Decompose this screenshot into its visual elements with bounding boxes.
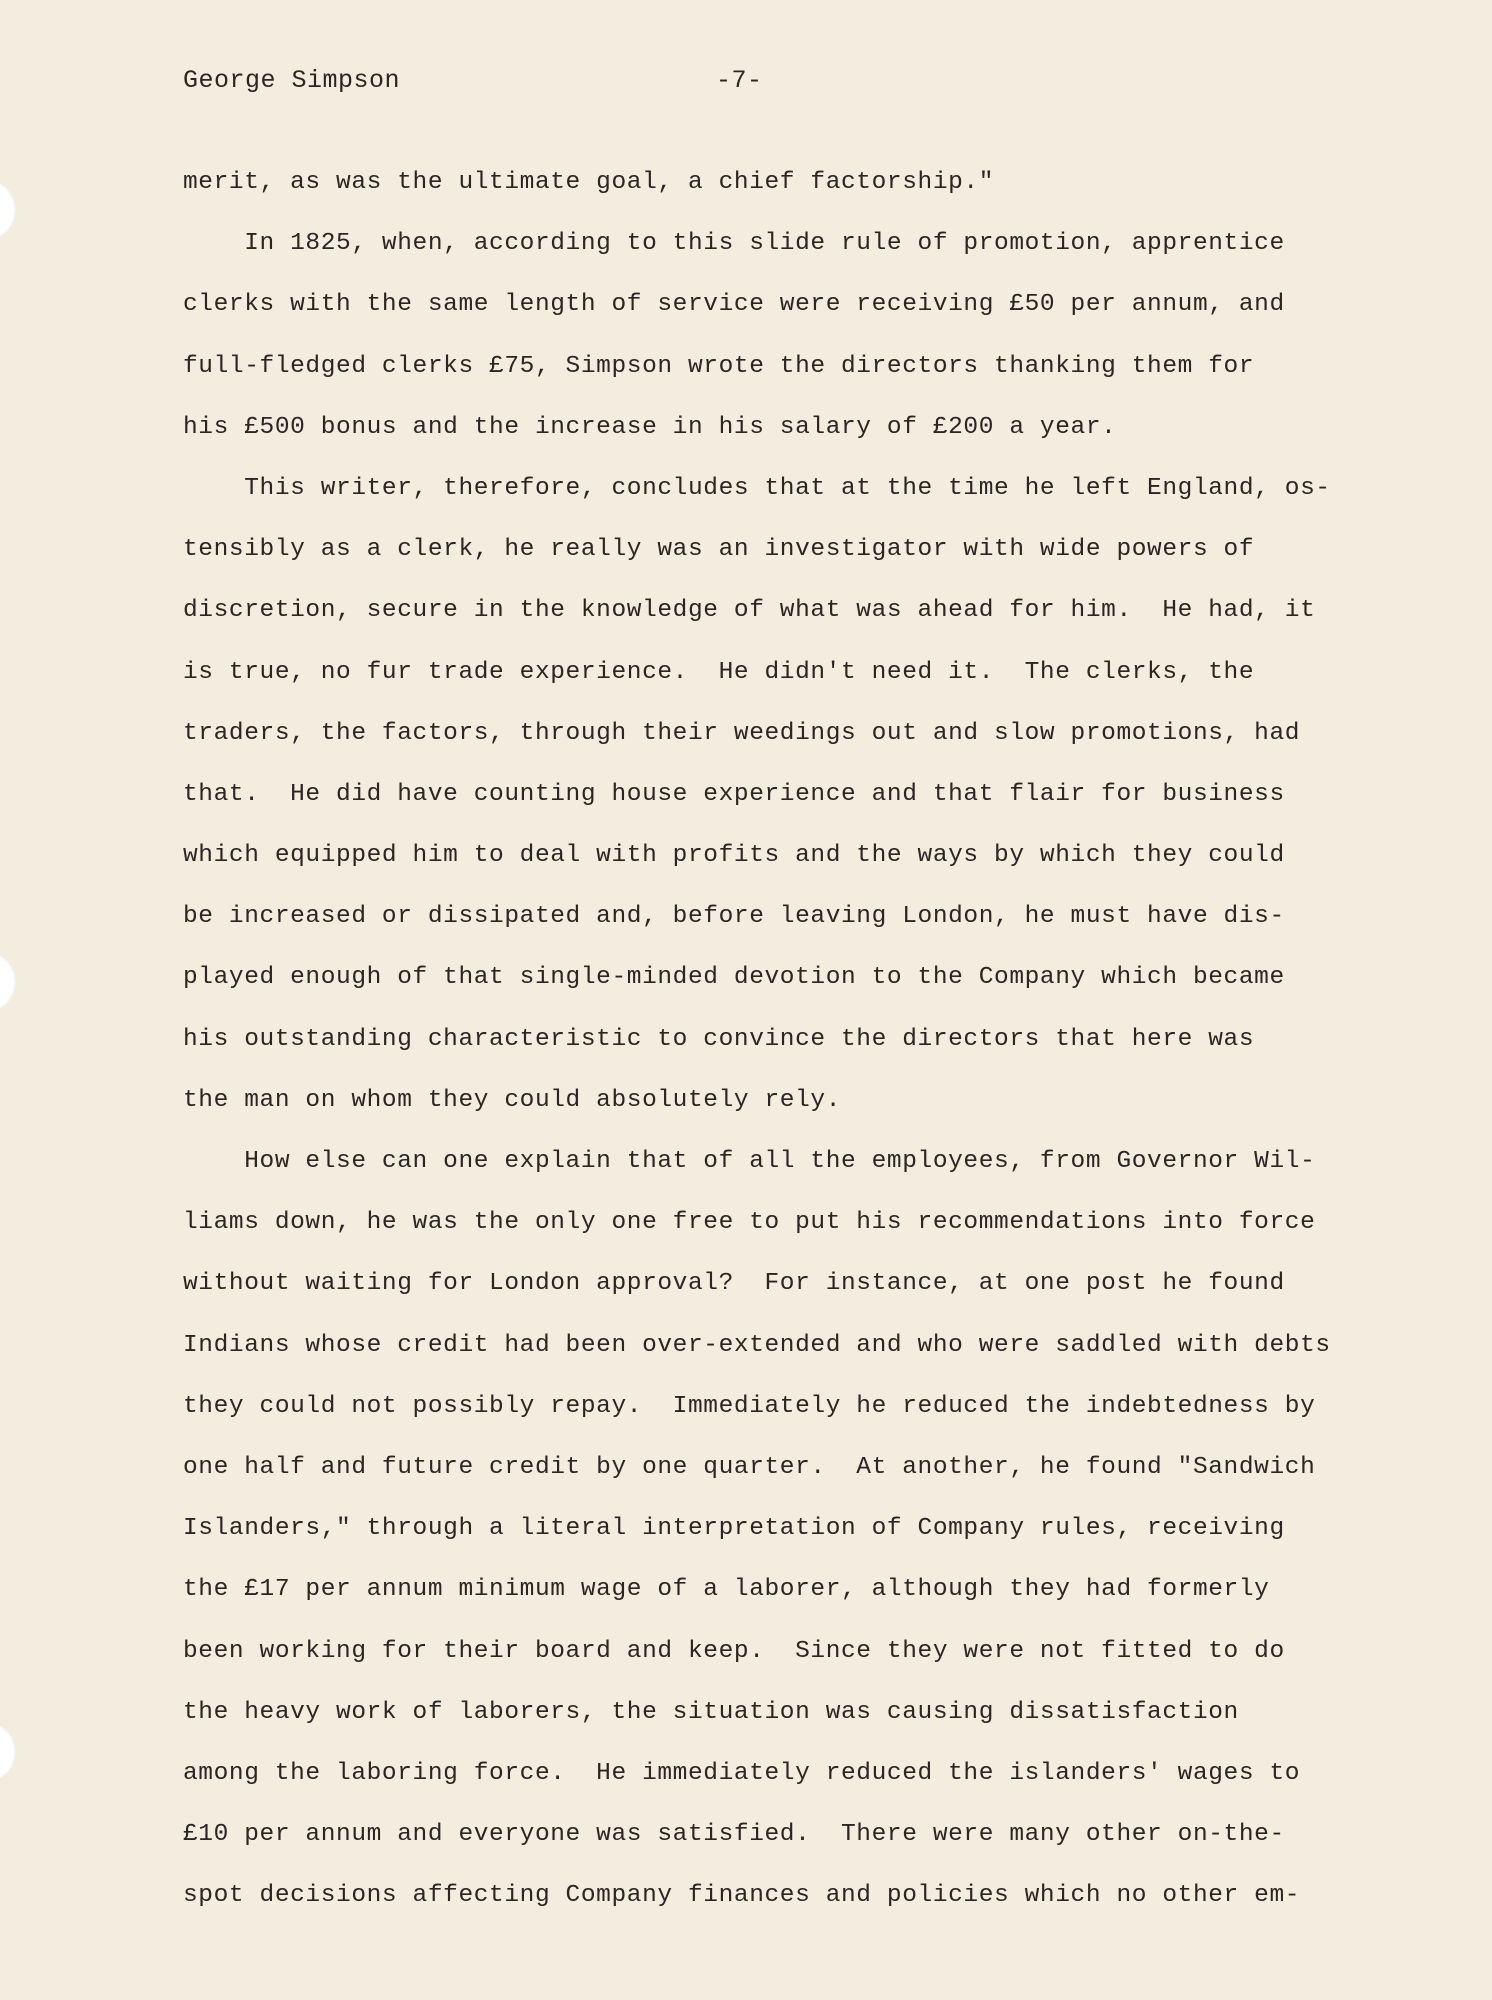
text-line: the heavy work of laborers, the situation was causing dissatisfaction xyxy=(183,1698,1239,1726)
text-line: merit, as was the ultimate goal, a chief factorship." xyxy=(183,169,995,196)
text-line: tensibly as a clerk, he really was an investigator with wide powers of xyxy=(183,536,1255,564)
text-line: the £17 per annum minimum wage of a laborer, although they had formerly xyxy=(183,1576,1270,1604)
header-author: George Simpson xyxy=(183,66,401,95)
text-line: £10 per annum and everyone was satisfied. There were many other on-the- xyxy=(183,1821,1285,1849)
text-line: among the laboring force. He immediately reduced the islanders' wages to xyxy=(183,1759,1301,1787)
text-line: which equipped him to deal with profits and the ways by which they could xyxy=(183,842,1285,870)
punch-hole xyxy=(0,1722,16,1782)
text-line: his outstanding characteristic to convince the directors that here was xyxy=(183,1025,1255,1053)
text-line: discretion, secure in the knowledge of what was ahead for him. He had, it xyxy=(183,597,1316,625)
text-line: In 1825, when, according to this slide rule of promotion, apprentice xyxy=(183,230,1285,258)
text-line: the man on whom they could absolutely rely. xyxy=(183,1086,842,1114)
text-line: been working for their board and keep. Since they were not fitted to do xyxy=(183,1637,1285,1665)
text-line: How else can one explain that of all the employees, from Governor Wil- xyxy=(183,1148,1316,1175)
punch-hole xyxy=(0,180,16,240)
text-line: spot decisions affecting Company finances and policies which no other em- xyxy=(183,1882,1301,1910)
punch-hole xyxy=(0,952,16,1012)
text-line: traders, the factors, through their weedings out and slow promotions, had xyxy=(183,719,1301,747)
text-line: clerks with the same length of service were receiving £50 per annum, and xyxy=(183,291,1285,319)
text-line: his £500 bonus and the increase in his salary of £200 a year. xyxy=(183,413,1117,441)
page-number: -7- xyxy=(716,66,763,95)
text-line: without waiting for London approval? For instance, at one post he found xyxy=(183,1270,1285,1298)
page-header xyxy=(183,66,1372,106)
text-line: one half and future credit by one quarter. At another, he found "Sandwich xyxy=(183,1453,1316,1481)
text-line: This writer, therefore, concludes that at the time he left England, os- xyxy=(183,474,1331,502)
text-line: Indians whose credit had been over-extended and who were saddled with debts xyxy=(183,1331,1331,1359)
text-line: be increased or dissipated and, before leaving London, he must have dis- xyxy=(183,903,1285,931)
text-line: that. He did have counting house experience and that flair for business xyxy=(183,780,1285,808)
text-line: full-fledged clerks £75, Simpson wrote the directors thanking them for xyxy=(183,352,1255,380)
text-line: played enough of that single-minded devotion to the Company which became xyxy=(183,964,1285,992)
text-line: liams down, he was the only one free to put his recommendations into force xyxy=(183,1209,1316,1237)
text-line: Islanders," through a literal interpretation of Company rules, receiving xyxy=(183,1515,1285,1543)
body-text xyxy=(183,152,1363,1926)
text-line: they could not possibly repay. Immediately he reduced the indebtedness by xyxy=(183,1392,1316,1420)
text-line: is true, no fur trade experience. He didn't need it. The clerks, the xyxy=(183,658,1255,686)
